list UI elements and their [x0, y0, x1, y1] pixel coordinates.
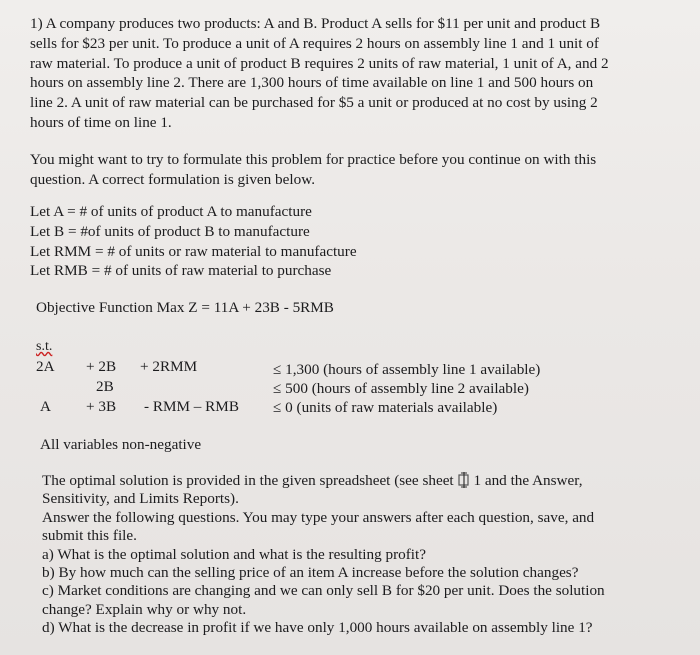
definition-line: Let RMM = # of units or raw material to manufacture: [30, 242, 357, 260]
instruction-line: submit this file.: [42, 527, 137, 545]
cursor-icon: [458, 472, 472, 488]
definition-line: Let A = # of units of product A to manufacture: [30, 203, 312, 220]
question-b: b) By how much can the selling price of an item A increase before the solution changes?: [42, 564, 579, 582]
problem-line: hours on assembly line 2. There are 1,300 hours of time available on line 1 and 500 hours on: [30, 74, 594, 92]
question-d: d) What is the decrease in profit if we have only 1,000 hours available on assembly line 1?: [42, 619, 593, 637]
objective-function: Objective Function Max Z = 11A + 23B - 5RMB: [36, 299, 334, 316]
intro-line: You might want to try to formulate this problem for practice before you continue on with this: [30, 151, 597, 168]
question-c: c) Market conditions are changing and we can only sell B for $20 per unit. Does the solution: [42, 582, 605, 600]
subject-to-label: s.t.: [36, 339, 53, 354]
constraint-3-rhs: ≤ 0 (units of raw materials available): [273, 399, 498, 416]
question-a: a) What is the optimal solution and what is the resulting profit?: [42, 545, 426, 563]
problem-line: hours of time on line 1.: [30, 113, 172, 131]
question-c-continued: change? Explain why or why not.: [42, 600, 247, 618]
problem-line: raw material. To produce a unit of product B requires 2 units of raw material, 1 unit of A, and 2: [30, 54, 609, 72]
constraint-1-term-rm: + 2RMM: [140, 358, 198, 375]
definition-line: Let RMB = # of units of raw material to purchase: [30, 262, 332, 280]
problem-statement: [30, 14, 670, 133]
instruction-line: Sensitivity, and Limits Reports).: [42, 490, 239, 508]
constraint-3-term-a: A: [40, 398, 51, 415]
constraint-3-term-b: + 3B: [86, 398, 117, 415]
intro-line: question. A correct formulation is given below.: [30, 170, 315, 188]
instructions-and-questions: [42, 472, 682, 638]
constraint-2-term-b: 2B: [96, 378, 114, 395]
definition-line: Let B = #of units of product B to manufacture: [30, 222, 310, 240]
instruction-line: Answer the following questions. You may type your answers after each question, save, and: [42, 508, 595, 526]
intro-text: [30, 150, 670, 190]
non-negativity-note: All variables non-negative: [40, 436, 202, 453]
instruction-line: [42, 472, 682, 490]
instruction-text-post: 1 and the Answer,: [473, 472, 583, 489]
problem-line: sells for $23 per unit. To produce a unit of A requires 2 hours on assembly line 1 and 1 unit of: [30, 34, 599, 52]
variable-definitions: [30, 202, 670, 281]
constraint-1-term-a: 2A: [36, 358, 55, 375]
constraint-2-rhs: ≤ 500 (hours of assembly line 2 available): [273, 380, 529, 397]
problem-line: line 2. A unit of raw material can be purchased for $5 a unit or produced at no cost by using 2: [30, 94, 598, 112]
problem-line: 1) A company produces two products: A and B. Product A sells for $11 per unit and product B: [30, 15, 601, 32]
constraint-1-term-b: + 2B: [86, 358, 117, 375]
constraint-1-rhs: ≤ 1,300 (hours of assembly line 1 available): [273, 361, 541, 378]
constraint-3-term-rm: - RMM – RMB: [144, 398, 239, 415]
instruction-text-pre: The optimal solution is provided in the given spreadsheet (see sheet: [42, 472, 458, 489]
